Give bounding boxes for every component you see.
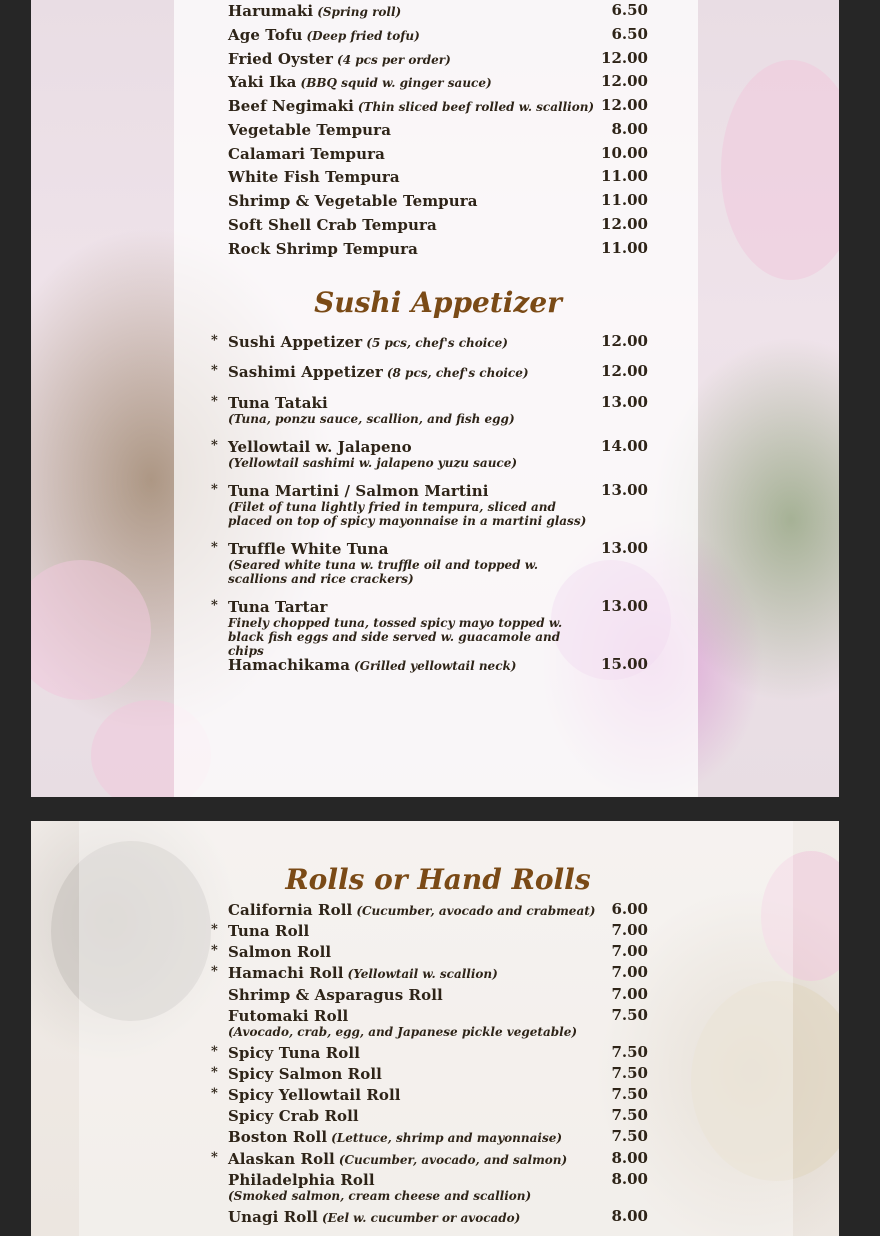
menu-item	[211, 437, 648, 470]
menu-item-name: Harumaki	[228, 2, 314, 20]
menu-item-price: 12.00	[601, 362, 648, 380]
menu-item-name: Sashimi Appetizer	[228, 363, 383, 381]
menu-item-name: Tuna Roll	[228, 922, 310, 940]
menu-item-price: 14.00	[601, 437, 648, 455]
menu-item-price: 7.00	[611, 985, 648, 1003]
menu-item-description: (Smoked salmon, cream cheese and scallion)	[228, 1189, 532, 1203]
menu-item-name: Tuna Tartar	[228, 598, 328, 616]
raw-fish-marker: *	[211, 964, 218, 979]
menu-item-name: Yellowtail w. Jalapeno	[228, 438, 412, 456]
menu-item	[211, 332, 648, 351]
menu-item-description: (Yellowtail sashimi w. jalapeno yuzu sauce)	[228, 456, 518, 470]
raw-fish-marker: *	[211, 1086, 218, 1101]
menu-item-name: California Roll	[228, 901, 353, 919]
menu-item-price: 6.50	[611, 1, 648, 19]
raw-fish-marker: *	[211, 1150, 218, 1165]
menu-item-price: 8.00	[611, 1170, 648, 1188]
menu-item-price: 8.00	[611, 1149, 648, 1167]
raw-fish-marker: *	[211, 333, 218, 348]
menu-item-price: 7.50	[611, 1106, 648, 1124]
menu-item-name: Philadelphia Roll	[228, 1171, 375, 1189]
menu-item-name: Fried Oyster	[228, 50, 334, 68]
menu-item	[228, 1106, 648, 1125]
menu-item-price: 13.00	[601, 539, 648, 557]
menu-item-name: Salmon Roll	[228, 943, 332, 961]
menu-item	[228, 96, 648, 115]
menu-item-price: 12.00	[601, 96, 648, 114]
menu-item	[211, 942, 648, 961]
menu-item-name: Spicy Tuna Roll	[228, 1044, 360, 1062]
menu-item-name: Yaki Ika	[228, 73, 297, 91]
menu-item-name: Spicy Salmon Roll	[228, 1065, 382, 1083]
raw-fish-marker: *	[211, 363, 218, 378]
raw-fish-marker: *	[211, 1065, 218, 1080]
menu-item-description: (8 pcs, chef's choice)	[386, 366, 529, 380]
menu-item-price: 12.00	[601, 215, 648, 233]
menu-item-price: 6.00	[611, 900, 648, 918]
menu-item-description: (Filet of tuna lightly fried in tempura, sliced and placed on top of spicy mayonnaise in a martini glass)	[228, 500, 587, 528]
menu-item-price: 7.50	[611, 1085, 648, 1103]
menu-item	[228, 900, 648, 919]
menu-item	[211, 1043, 648, 1062]
menu-item-description: (Deep fried tofu)	[306, 29, 420, 43]
menu-item-description: (Seared white tuna w. truffle oil and topped w. scallions and rice crackers)	[228, 558, 539, 586]
menu-item-price: 11.00	[601, 239, 648, 257]
raw-fish-marker: *	[211, 1044, 218, 1059]
menu-item	[228, 985, 648, 1004]
raw-fish-marker: *	[211, 943, 218, 958]
menu-item-description: (4 pcs per order)	[337, 53, 451, 67]
menu-item-name: White Fish Tempura	[228, 168, 400, 186]
menu-item-description: (Thin sliced beef rolled w. scallion)	[357, 100, 595, 114]
menu-item	[211, 481, 648, 528]
menu-item-description: (5 pcs, chef's choice)	[366, 336, 508, 350]
menu-item-price: 11.00	[601, 167, 648, 185]
menu-item-name: Shrimp & Vegetable Tempura	[228, 192, 478, 210]
menu-item-price: 13.00	[601, 393, 648, 411]
menu-item-price: 8.00	[611, 1207, 648, 1225]
menu-item	[228, 167, 648, 186]
raw-fish-marker: *	[211, 482, 218, 497]
menu-item-price: 12.00	[601, 332, 648, 350]
menu-item-price: 6.50	[611, 25, 648, 43]
menu-item	[228, 1006, 648, 1039]
menu-item-name: Tuna Martini / Salmon Martini	[228, 482, 489, 500]
menu-item-price: 12.00	[601, 72, 648, 90]
menu-item-price: 11.00	[601, 191, 648, 209]
menu-item	[228, 1207, 648, 1226]
menu-item	[228, 144, 648, 163]
menu-item	[228, 25, 648, 44]
menu-item-price: 8.00	[611, 120, 648, 138]
menu-item-price: 7.50	[611, 1043, 648, 1061]
menu-item	[228, 1170, 648, 1203]
menu-item-name: Hamachi Roll	[228, 964, 344, 982]
menu-item	[228, 655, 648, 674]
menu-page-appetizers	[31, 0, 839, 797]
menu-item-description: (Lettuce, shrimp and mayonnaise)	[331, 1131, 563, 1145]
menu-item-name: Beef Negimaki	[228, 97, 354, 115]
menu-item-price: 7.50	[611, 1006, 648, 1024]
menu-item	[211, 1064, 648, 1083]
menu-item-price: 13.00	[601, 481, 648, 499]
menu-item-name: Rock Shrimp Tempura	[228, 240, 418, 258]
menu-item-name: Spicy Yellowtail Roll	[228, 1086, 401, 1104]
menu-item	[228, 49, 648, 68]
menu-item-name: Calamari Tempura	[228, 145, 385, 163]
petal-decoration	[31, 560, 151, 700]
menu-item-name: Tuna Tataki	[228, 394, 328, 412]
menu-item-description: (Spring roll)	[317, 5, 402, 19]
menu-item-name: Truffle White Tuna	[228, 540, 389, 558]
menu-item-name: Boston Roll	[228, 1128, 328, 1146]
menu-item-description: (Tuna, ponzu sauce, scallion, and fish egg)	[228, 412, 515, 426]
menu-item-price: 10.00	[601, 144, 648, 162]
rolls-title: Rolls or Hand Rolls	[285, 863, 591, 896]
menu-item-description: (Cucumber, avocado, and salmon)	[338, 1153, 568, 1167]
petal-decoration	[721, 60, 839, 280]
menu-item	[211, 1149, 648, 1168]
menu-item	[228, 1127, 648, 1146]
menu-item	[228, 191, 648, 210]
menu-item-name: Unagi Roll	[228, 1208, 318, 1226]
menu-item-name: Age Tofu	[228, 26, 303, 44]
menu-item-name: Hamachikama	[228, 656, 351, 674]
menu-item-price: 7.00	[611, 921, 648, 939]
menu-item	[211, 539, 648, 586]
menu-item-description: (BBQ squid w. ginger sauce)	[300, 76, 492, 90]
menu-item-description: (Avocado, crab, egg, and Japanese pickle vegetable)	[228, 1025, 578, 1039]
menu-item-name: Soft Shell Crab Tempura	[228, 216, 437, 234]
menu-item-price: 7.00	[611, 963, 648, 981]
menu-item-description: (Eel w. cucumber or avocado)	[321, 1211, 521, 1225]
menu-item-description: (Grilled yellowtail neck)	[354, 659, 517, 673]
sushi-appetizer-title: Sushi Appetizer	[314, 286, 562, 319]
menu-item-name: Sushi Appetizer	[228, 333, 363, 351]
menu-item	[228, 72, 648, 91]
menu-item-price: 7.00	[611, 942, 648, 960]
menu-item-name: Spicy Crab Roll	[228, 1107, 359, 1125]
menu-item-name: Vegetable Tempura	[228, 121, 392, 139]
raw-fish-marker: *	[211, 438, 218, 453]
menu-item-price: 15.00	[601, 655, 648, 673]
menu-item-name: Shrimp & Asparagus Roll	[228, 986, 443, 1004]
menu-item-price: 13.00	[601, 597, 648, 615]
menu-item	[211, 963, 648, 982]
menu-item-price: 7.50	[611, 1127, 648, 1145]
menu-item	[228, 120, 648, 139]
menu-page-rolls	[31, 821, 839, 1236]
menu-item	[228, 1, 648, 20]
menu-item-price: 12.00	[601, 49, 648, 67]
raw-fish-marker: *	[211, 540, 218, 555]
menu-item	[211, 597, 648, 658]
menu-item	[228, 239, 648, 258]
raw-fish-marker: *	[211, 922, 218, 937]
menu-item	[211, 362, 648, 381]
menu-item	[211, 1085, 648, 1104]
menu-item	[211, 921, 648, 940]
raw-fish-marker: *	[211, 394, 218, 409]
menu-item	[211, 393, 648, 426]
raw-fish-marker: *	[211, 598, 218, 613]
menu-item-description: (Yellowtail w. scallion)	[347, 967, 498, 981]
menu-item	[228, 215, 648, 234]
menu-item-name: Alaskan Roll	[228, 1150, 335, 1168]
menu-item-description: (Cucumber, avocado and crabmeat)	[356, 904, 596, 918]
menu-item-name: Futomaki Roll	[228, 1007, 349, 1025]
menu-item-description: Finely chopped tuna, tossed spicy mayo topped w. black fish eggs and side served w. guacamole and chips	[228, 616, 563, 658]
menu-item-price: 7.50	[611, 1064, 648, 1082]
